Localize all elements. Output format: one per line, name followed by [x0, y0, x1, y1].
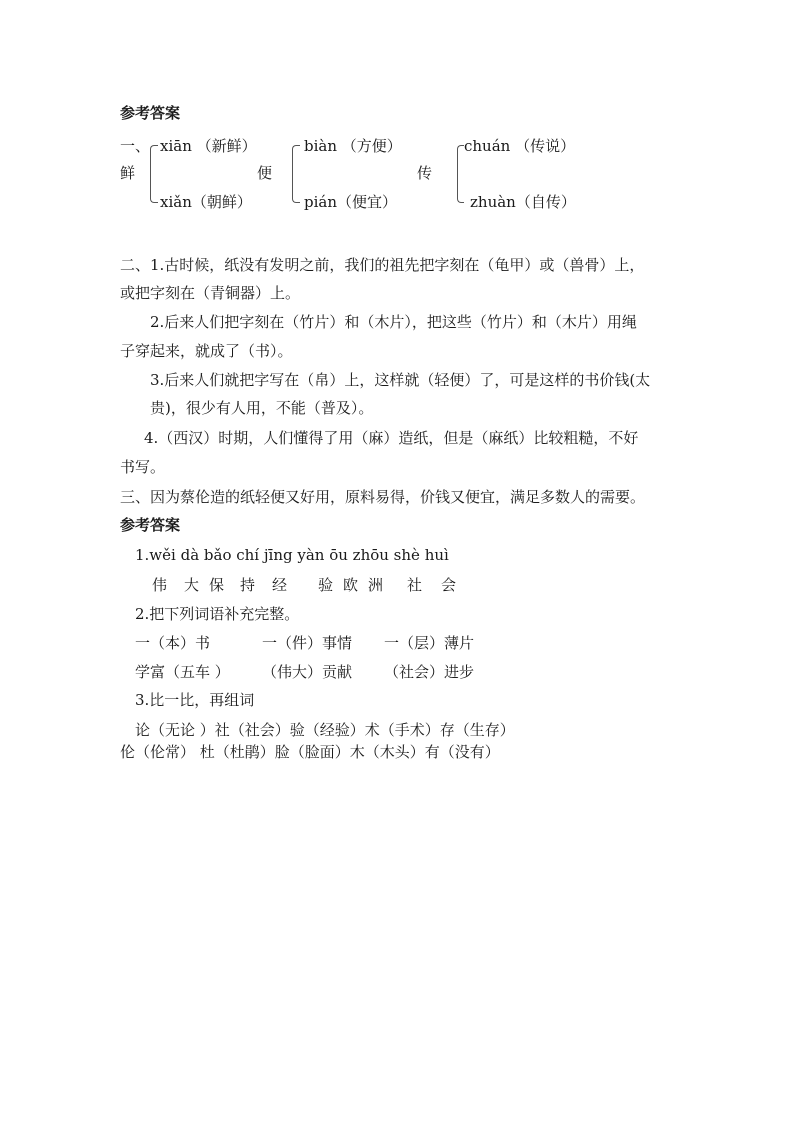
q3-answer: 三、因为蔡伦造的纸轻便又好用，原料易得，价钱又便宜，满足多数人的需要。 [120, 488, 646, 506]
q2-line-3a: 3.后来人们就把字写在（帛）上，这样就（轻便）了，可是这样的书价钱(太 [150, 371, 651, 389]
q1-char-xian: 鲜 [120, 164, 136, 182]
pinyin-char-7: 欧 [343, 576, 359, 594]
fill-row1-item3: 一（层）薄片 [384, 634, 475, 652]
q2-line-2a: 2.后来人们把字刻在（竹片）和（木片），把这些（竹片）和（木片）用绳 [150, 313, 637, 331]
q2-line-1b: 或把字刻在（青铜器）上。 [120, 284, 301, 302]
q1-reading-chuan-2: zhuàn（自传） [470, 193, 576, 211]
fill-row1-item1: 一（本）书 [135, 634, 211, 652]
pinyin-char-8: 洲 [368, 576, 384, 594]
answer-heading-2: 参考答案 [120, 516, 181, 534]
pinyin-char-9: 社 [407, 576, 423, 594]
q1-reading-chuan-1: chuán （传说） [464, 137, 576, 155]
compare-row-2: 伦（伦常） 杜（杜鹃）脸（脸面）木（木头）有（没有） [120, 743, 500, 761]
compare-row-1: 论（无论 ）社（社会）验（经验）术（手术）存（生存） [135, 721, 515, 739]
pinyin-char-10: 会 [441, 576, 457, 594]
answer-heading-1: 参考答案 [120, 104, 181, 122]
pinyin-char-1: 伟 [152, 576, 168, 594]
q3-title: 3.比一比，再组词 [135, 691, 255, 709]
q1-reading-bian-1: biàn （方便） [304, 137, 402, 155]
q1-reading-xian-1: xiān （新鲜） [160, 137, 257, 155]
brace-3 [457, 145, 464, 203]
q2-line-4b: 书写。 [120, 458, 166, 476]
fill-row2-item3: （社会）进步 [384, 663, 475, 681]
q1-label: 一、 [120, 137, 151, 155]
q1-char-bian: 便 [257, 164, 273, 182]
pinyin-char-4: 持 [240, 576, 256, 594]
pinyin-char-6: 验 [318, 576, 334, 594]
q1-reading-bian-2: pián（便宜） [304, 193, 398, 211]
pinyin-char-5: 经 [272, 576, 288, 594]
fill-row2-item2: （伟大）贡献 [262, 663, 353, 681]
q1-char-chuan: 传 [417, 164, 433, 182]
brace-2 [292, 145, 300, 203]
fill-row1-item2: 一（件）事情 [262, 634, 353, 652]
q1-reading-xian-2: xiǎn（朝鲜） [160, 193, 252, 211]
q2-line-1a: 二、1.古时候，纸没有发明之前，我们的祖先把字刻在（龟甲）或（兽骨）上， [120, 256, 645, 274]
fill-row2-item1: 学富（五车 ） [135, 663, 230, 681]
q2-line-3b: 贵)，很少有人用，不能（普及）。 [150, 399, 374, 417]
pinyin-char-3: 保 [209, 576, 225, 594]
q2-line-4a: 4.（西汉）时期，人们懂得了用（麻）造纸，但是（麻纸）比较粗糙，不好 [144, 429, 639, 447]
pinyin-char-2: 大 [184, 576, 200, 594]
q2-title: 2.把下列词语补充完整。 [135, 605, 300, 623]
pinyin-line: 1.wěi dà bǎo chí jīng yàn ōu zhōu shè huì [135, 546, 449, 564]
brace-1 [150, 145, 158, 203]
q2-line-2b: 子穿起来，就成了（书）。 [120, 342, 293, 360]
